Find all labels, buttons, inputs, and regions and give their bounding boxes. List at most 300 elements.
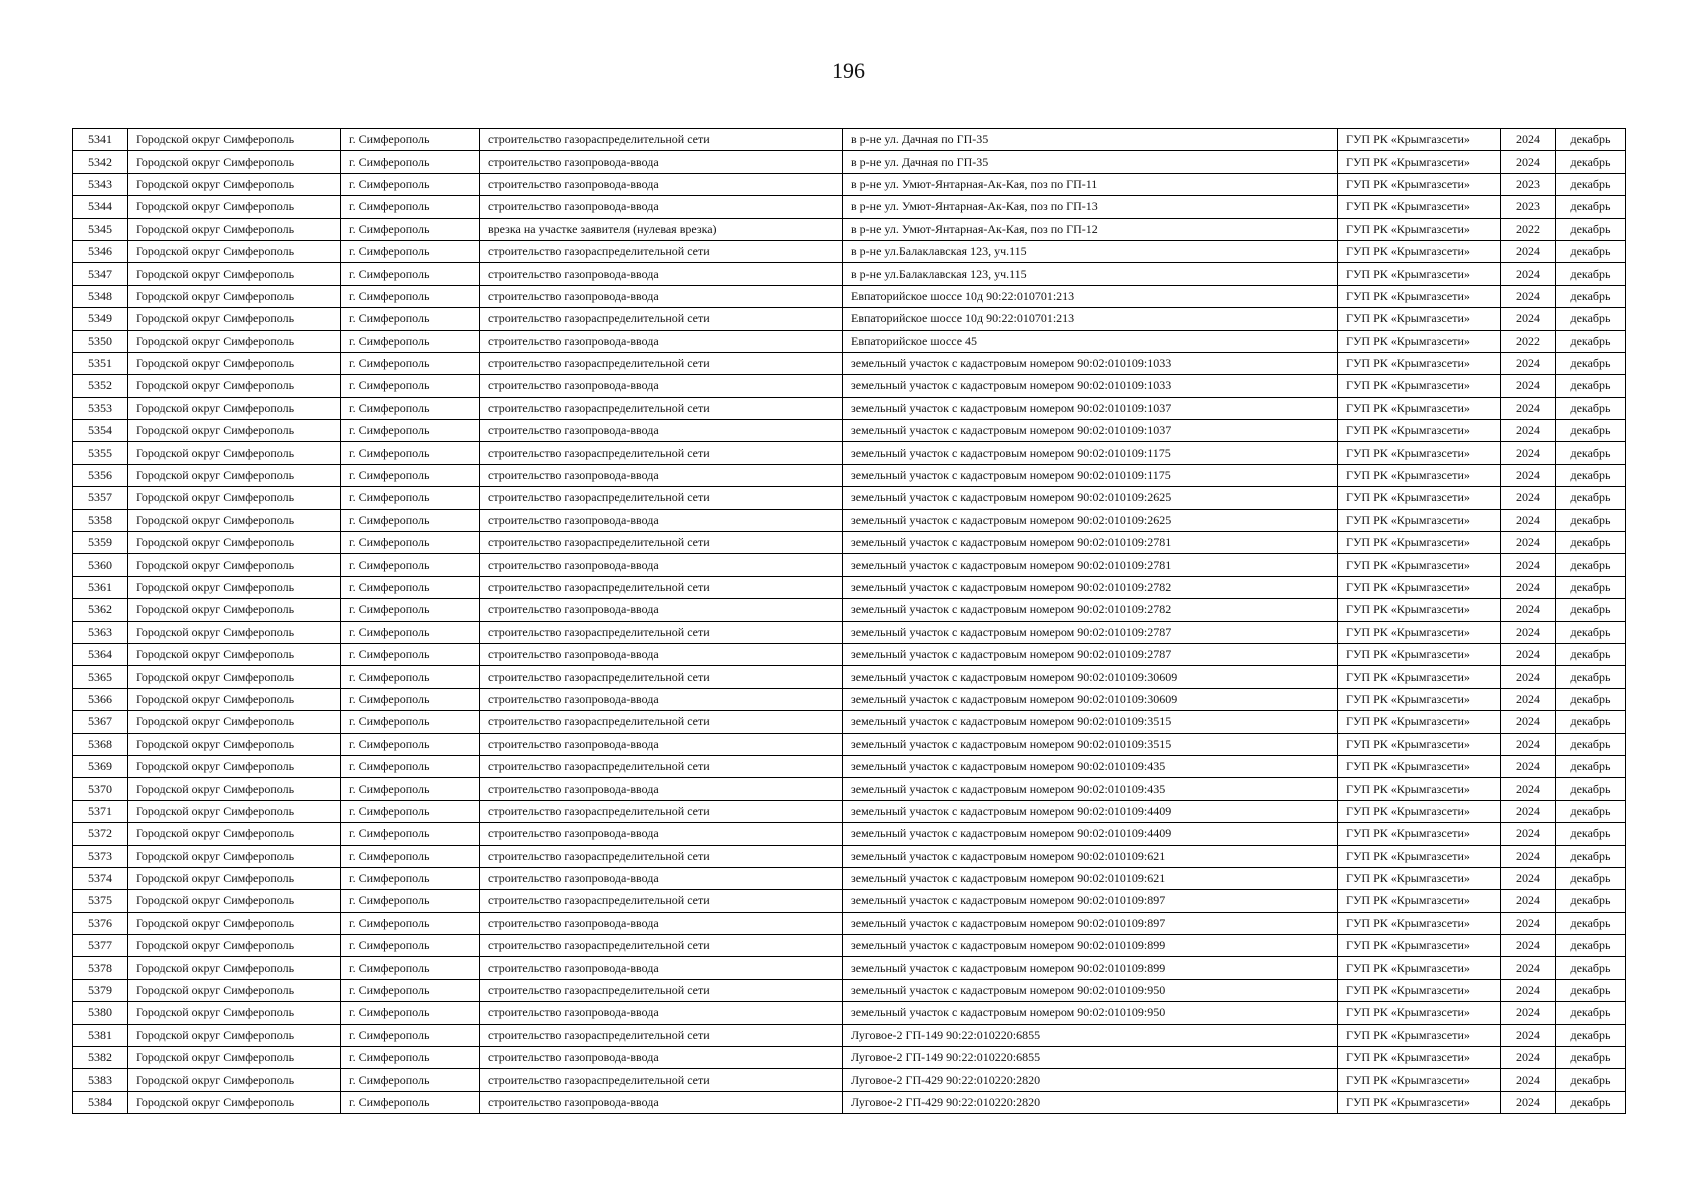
work-type-cell: строительство газораспределительной сети xyxy=(480,308,843,330)
address-cell: Евпаторийское шоссе 10д 90:22:010701:213 xyxy=(843,308,1338,330)
address-cell: земельный участок с кадастровым номером 90:02:010109:1175 xyxy=(843,442,1338,464)
district-cell: Городской округ Симферополь xyxy=(128,733,341,755)
year-cell: 2024 xyxy=(1501,375,1556,397)
district-cell: Городской округ Симферополь xyxy=(128,867,341,889)
city-cell: г. Симферополь xyxy=(341,576,480,598)
table-row xyxy=(73,173,1626,195)
city-cell: г. Симферополь xyxy=(341,599,480,621)
city-cell: г. Симферополь xyxy=(341,621,480,643)
row-number: 5353 xyxy=(73,397,128,419)
district-cell: Городской округ Симферополь xyxy=(128,487,341,509)
organization-cell: ГУП РК «Крымгазсети» xyxy=(1338,1002,1501,1024)
address-cell: земельный участок с кадастровым номером 90:02:010109:1175 xyxy=(843,464,1338,486)
district-cell: Городской округ Симферополь xyxy=(128,935,341,957)
district-cell: Городской округ Симферополь xyxy=(128,1047,341,1069)
organization-cell: ГУП РК «Крымгазсети» xyxy=(1338,912,1501,934)
row-number: 5362 xyxy=(73,599,128,621)
organization-cell: ГУП РК «Крымгазсети» xyxy=(1338,173,1501,195)
row-number: 5343 xyxy=(73,173,128,195)
month-cell: декабрь xyxy=(1556,151,1626,173)
organization-cell: ГУП РК «Крымгазсети» xyxy=(1338,935,1501,957)
city-cell: г. Симферополь xyxy=(341,1024,480,1046)
work-type-cell: строительство газораспределительной сети xyxy=(480,621,843,643)
district-cell: Городской округ Симферополь xyxy=(128,666,341,688)
row-number: 5357 xyxy=(73,487,128,509)
year-cell: 2024 xyxy=(1501,643,1556,665)
address-cell: земельный участок с кадастровым номером 90:02:010109:1033 xyxy=(843,352,1338,374)
district-cell: Городской округ Симферополь xyxy=(128,509,341,531)
month-cell: декабрь xyxy=(1556,755,1626,777)
month-cell: декабрь xyxy=(1556,240,1626,262)
row-number: 5379 xyxy=(73,979,128,1001)
year-cell: 2024 xyxy=(1501,845,1556,867)
work-type-cell: строительство газораспределительной сети xyxy=(480,890,843,912)
address-cell: Луговое-2 ГП-149 90:22:010220:6855 xyxy=(843,1024,1338,1046)
row-number: 5375 xyxy=(73,890,128,912)
row-number: 5370 xyxy=(73,778,128,800)
organization-cell: ГУП РК «Крымгазсети» xyxy=(1338,643,1501,665)
work-type-cell: строительство газопровода-ввода xyxy=(480,688,843,710)
year-cell: 2024 xyxy=(1501,912,1556,934)
month-cell: декабрь xyxy=(1556,442,1626,464)
address-cell: земельный участок с кадастровым номером 90:02:010109:899 xyxy=(843,935,1338,957)
work-type-cell: строительство газораспределительной сети xyxy=(480,129,843,151)
city-cell: г. Симферополь xyxy=(341,464,480,486)
table-body xyxy=(73,129,1626,1114)
city-cell: г. Симферополь xyxy=(341,979,480,1001)
organization-cell: ГУП РК «Крымгазсети» xyxy=(1338,240,1501,262)
city-cell: г. Симферополь xyxy=(341,442,480,464)
organization-cell: ГУП РК «Крымгазсети» xyxy=(1338,979,1501,1001)
address-cell: Евпаторийское шоссе 10д 90:22:010701:213 xyxy=(843,285,1338,307)
city-cell: г. Симферополь xyxy=(341,487,480,509)
row-number: 5348 xyxy=(73,285,128,307)
year-cell: 2024 xyxy=(1501,240,1556,262)
year-cell: 2022 xyxy=(1501,218,1556,240)
address-cell: Евпаторийское шоссе 45 xyxy=(843,330,1338,352)
city-cell: г. Симферополь xyxy=(341,957,480,979)
year-cell: 2024 xyxy=(1501,688,1556,710)
table-row xyxy=(73,666,1626,688)
work-type-cell: строительство газораспределительной сети xyxy=(480,935,843,957)
district-cell: Городской округ Симферополь xyxy=(128,599,341,621)
organization-cell: ГУП РК «Крымгазсети» xyxy=(1338,352,1501,374)
district-cell: Городской округ Симферополь xyxy=(128,755,341,777)
year-cell: 2024 xyxy=(1501,352,1556,374)
month-cell: декабрь xyxy=(1556,196,1626,218)
table-row xyxy=(73,196,1626,218)
organization-cell: ГУП РК «Крымгазсети» xyxy=(1338,218,1501,240)
district-cell: Городской округ Симферополь xyxy=(128,890,341,912)
city-cell: г. Симферополь xyxy=(341,845,480,867)
table-row xyxy=(73,957,1626,979)
work-type-cell: строительство газопровода-ввода xyxy=(480,263,843,285)
district-cell: Городской округ Симферополь xyxy=(128,129,341,151)
organization-cell: ГУП РК «Крымгазсети» xyxy=(1338,263,1501,285)
work-type-cell: строительство газопровода-ввода xyxy=(480,1047,843,1069)
organization-cell: ГУП РК «Крымгазсети» xyxy=(1338,397,1501,419)
month-cell: декабрь xyxy=(1556,218,1626,240)
month-cell: декабрь xyxy=(1556,375,1626,397)
month-cell: декабрь xyxy=(1556,487,1626,509)
table-row xyxy=(73,867,1626,889)
address-cell: земельный участок с кадастровым номером 90:02:010109:3515 xyxy=(843,733,1338,755)
organization-cell: ГУП РК «Крымгазсети» xyxy=(1338,509,1501,531)
organization-cell: ГУП РК «Крымгазсети» xyxy=(1338,733,1501,755)
address-cell: земельный участок с кадастровым номером 90:02:010109:897 xyxy=(843,912,1338,934)
table-row xyxy=(73,1047,1626,1069)
organization-cell: ГУП РК «Крымгазсети» xyxy=(1338,151,1501,173)
month-cell: декабрь xyxy=(1556,621,1626,643)
table-row xyxy=(73,711,1626,733)
month-cell: декабрь xyxy=(1556,308,1626,330)
year-cell: 2024 xyxy=(1501,778,1556,800)
row-number: 5369 xyxy=(73,755,128,777)
address-cell: земельный участок с кадастровым номером 90:02:010109:621 xyxy=(843,867,1338,889)
address-cell: земельный участок с кадастровым номером 90:02:010109:3515 xyxy=(843,711,1338,733)
month-cell: декабрь xyxy=(1556,688,1626,710)
address-cell: земельный участок с кадастровым номером 90:02:010109:30609 xyxy=(843,666,1338,688)
row-number: 5380 xyxy=(73,1002,128,1024)
work-type-cell: строительство газораспределительной сети xyxy=(480,979,843,1001)
organization-cell: ГУП РК «Крымгазсети» xyxy=(1338,1069,1501,1091)
district-cell: Городской округ Симферополь xyxy=(128,308,341,330)
month-cell: декабрь xyxy=(1556,1002,1626,1024)
city-cell: г. Симферополь xyxy=(341,375,480,397)
address-cell: земельный участок с кадастровым номером 90:02:010109:899 xyxy=(843,957,1338,979)
address-cell: в р-не ул.Балаклавская 123, уч.115 xyxy=(843,240,1338,262)
address-cell: земельный участок с кадастровым номером 90:02:010109:4409 xyxy=(843,823,1338,845)
district-cell: Городской округ Симферополь xyxy=(128,1091,341,1113)
month-cell: декабрь xyxy=(1556,129,1626,151)
table-row xyxy=(73,823,1626,845)
row-number: 5374 xyxy=(73,867,128,889)
year-cell: 2024 xyxy=(1501,509,1556,531)
district-cell: Городской округ Симферополь xyxy=(128,375,341,397)
organization-cell: ГУП РК «Крымгазсети» xyxy=(1338,621,1501,643)
row-number: 5372 xyxy=(73,823,128,845)
month-cell: декабрь xyxy=(1556,1069,1626,1091)
month-cell: декабрь xyxy=(1556,957,1626,979)
organization-cell: ГУП РК «Крымгазсети» xyxy=(1338,957,1501,979)
organization-cell: ГУП РК «Крымгазсети» xyxy=(1338,711,1501,733)
table-row xyxy=(73,912,1626,934)
year-cell: 2024 xyxy=(1501,576,1556,598)
row-number: 5352 xyxy=(73,375,128,397)
row-number: 5365 xyxy=(73,666,128,688)
table-row xyxy=(73,1091,1626,1113)
organization-cell: ГУП РК «Крымгазсети» xyxy=(1338,576,1501,598)
table-row xyxy=(73,420,1626,442)
organization-cell: ГУП РК «Крымгазсети» xyxy=(1338,420,1501,442)
district-cell: Городской округ Симферополь xyxy=(128,621,341,643)
address-cell: земельный участок с кадастровым номером 90:02:010109:435 xyxy=(843,778,1338,800)
month-cell: декабрь xyxy=(1556,330,1626,352)
table-row xyxy=(73,688,1626,710)
work-type-cell: строительство газораспределительной сети xyxy=(480,845,843,867)
address-cell: земельный участок с кадастровым номером 90:02:010109:1033 xyxy=(843,375,1338,397)
month-cell: декабрь xyxy=(1556,845,1626,867)
row-number: 5384 xyxy=(73,1091,128,1113)
district-cell: Городской округ Симферополь xyxy=(128,330,341,352)
year-cell: 2024 xyxy=(1501,733,1556,755)
row-number: 5346 xyxy=(73,240,128,262)
city-cell: г. Симферополь xyxy=(341,778,480,800)
district-cell: Городской округ Симферополь xyxy=(128,352,341,374)
row-number: 5351 xyxy=(73,352,128,374)
address-cell: в р-не ул.Балаклавская 123, уч.115 xyxy=(843,263,1338,285)
table-row xyxy=(73,442,1626,464)
organization-cell: ГУП РК «Крымгазсети» xyxy=(1338,442,1501,464)
city-cell: г. Симферополь xyxy=(341,912,480,934)
address-cell: земельный участок с кадастровым номером 90:02:010109:2782 xyxy=(843,599,1338,621)
work-type-cell: строительство газопровода-ввода xyxy=(480,823,843,845)
organization-cell: ГУП РК «Крымгазсети» xyxy=(1338,755,1501,777)
organization-cell: ГУП РК «Крымгазсети» xyxy=(1338,330,1501,352)
city-cell: г. Симферополь xyxy=(341,1002,480,1024)
row-number: 5341 xyxy=(73,129,128,151)
city-cell: г. Симферополь xyxy=(341,823,480,845)
table-row xyxy=(73,129,1626,151)
work-type-cell: строительство газопровода-ввода xyxy=(480,957,843,979)
year-cell: 2023 xyxy=(1501,173,1556,195)
address-cell: Луговое-2 ГП-149 90:22:010220:6855 xyxy=(843,1047,1338,1069)
city-cell: г. Симферополь xyxy=(341,397,480,419)
year-cell: 2024 xyxy=(1501,979,1556,1001)
city-cell: г. Симферополь xyxy=(341,1069,480,1091)
table-row xyxy=(73,532,1626,554)
table-row xyxy=(73,554,1626,576)
address-cell: земельный участок с кадастровым номером 90:02:010109:2781 xyxy=(843,554,1338,576)
work-type-cell: строительство газопровода-ввода xyxy=(480,1091,843,1113)
table-row xyxy=(73,890,1626,912)
address-cell: земельный участок с кадастровым номером 90:02:010109:435 xyxy=(843,755,1338,777)
address-cell: Луговое-2 ГП-429 90:22:010220:2820 xyxy=(843,1069,1338,1091)
year-cell: 2024 xyxy=(1501,532,1556,554)
row-number: 5381 xyxy=(73,1024,128,1046)
month-cell: декабрь xyxy=(1556,352,1626,374)
district-cell: Городской округ Симферополь xyxy=(128,845,341,867)
table-row xyxy=(73,1069,1626,1091)
work-type-cell: строительство газопровода-ввода xyxy=(480,509,843,531)
row-number: 5347 xyxy=(73,263,128,285)
work-type-cell: строительство газопровода-ввода xyxy=(480,420,843,442)
district-cell: Городской округ Симферополь xyxy=(128,173,341,195)
table-row xyxy=(73,330,1626,352)
year-cell: 2024 xyxy=(1501,308,1556,330)
work-type-cell: строительство газопровода-ввода xyxy=(480,151,843,173)
year-cell: 2023 xyxy=(1501,196,1556,218)
city-cell: г. Симферополь xyxy=(341,352,480,374)
work-type-cell: строительство газораспределительной сети xyxy=(480,240,843,262)
year-cell: 2024 xyxy=(1501,487,1556,509)
work-type-cell: строительство газораспределительной сети xyxy=(480,755,843,777)
city-cell: г. Симферополь xyxy=(341,666,480,688)
city-cell: г. Симферополь xyxy=(341,173,480,195)
work-type-cell: строительство газораспределительной сети xyxy=(480,442,843,464)
year-cell: 2024 xyxy=(1501,621,1556,643)
year-cell: 2024 xyxy=(1501,1047,1556,1069)
table-row xyxy=(73,733,1626,755)
district-cell: Городской округ Симферополь xyxy=(128,196,341,218)
page-number: 196 xyxy=(832,58,865,83)
address-cell: в р-не ул. Умют-Янтарная-Ак-Кая, поз по ГП-13 xyxy=(843,196,1338,218)
district-cell: Городской округ Симферополь xyxy=(128,823,341,845)
district-cell: Городской округ Симферополь xyxy=(128,218,341,240)
address-cell: земельный участок с кадастровым номером 90:02:010109:30609 xyxy=(843,688,1338,710)
row-number: 5366 xyxy=(73,688,128,710)
row-number: 5383 xyxy=(73,1069,128,1091)
work-type-cell: строительство газораспределительной сети xyxy=(480,800,843,822)
table-row xyxy=(73,845,1626,867)
city-cell: г. Симферополь xyxy=(341,420,480,442)
address-cell: земельный участок с кадастровым номером 90:02:010109:950 xyxy=(843,979,1338,1001)
row-number: 5355 xyxy=(73,442,128,464)
year-cell: 2024 xyxy=(1501,1069,1556,1091)
month-cell: декабрь xyxy=(1556,464,1626,486)
month-cell: декабрь xyxy=(1556,867,1626,889)
year-cell: 2024 xyxy=(1501,711,1556,733)
year-cell: 2024 xyxy=(1501,151,1556,173)
work-type-cell: строительство газораспределительной сети xyxy=(480,397,843,419)
district-cell: Городской округ Симферополь xyxy=(128,979,341,1001)
work-type-cell: строительство газопровода-ввода xyxy=(480,173,843,195)
city-cell: г. Симферополь xyxy=(341,285,480,307)
work-type-cell: строительство газораспределительной сети xyxy=(480,1069,843,1091)
district-cell: Городской округ Симферополь xyxy=(128,576,341,598)
month-cell: декабрь xyxy=(1556,509,1626,531)
district-cell: Городской округ Симферополь xyxy=(128,957,341,979)
city-cell: г. Симферополь xyxy=(341,196,480,218)
year-cell: 2024 xyxy=(1501,599,1556,621)
row-number: 5354 xyxy=(73,420,128,442)
city-cell: г. Симферополь xyxy=(341,218,480,240)
month-cell: декабрь xyxy=(1556,666,1626,688)
city-cell: г. Симферополь xyxy=(341,532,480,554)
work-type-cell: строительство газораспределительной сети xyxy=(480,532,843,554)
district-cell: Городской округ Симферополь xyxy=(128,464,341,486)
row-number: 5367 xyxy=(73,711,128,733)
row-number: 5368 xyxy=(73,733,128,755)
district-cell: Городской округ Симферополь xyxy=(128,263,341,285)
row-number: 5360 xyxy=(73,554,128,576)
address-cell: земельный участок с кадастровым номером 90:02:010109:2787 xyxy=(843,643,1338,665)
work-type-cell: строительство газопровода-ввода xyxy=(480,196,843,218)
address-cell: Луговое-2 ГП-429 90:22:010220:2820 xyxy=(843,1091,1338,1113)
month-cell: декабрь xyxy=(1556,397,1626,419)
work-type-cell: строительство газопровода-ввода xyxy=(480,330,843,352)
city-cell: г. Симферополь xyxy=(341,1047,480,1069)
month-cell: декабрь xyxy=(1556,420,1626,442)
month-cell: декабрь xyxy=(1556,576,1626,598)
year-cell: 2024 xyxy=(1501,755,1556,777)
work-type-cell: строительство газопровода-ввода xyxy=(480,1002,843,1024)
address-cell: земельный участок с кадастровым номером 90:02:010109:1037 xyxy=(843,397,1338,419)
month-cell: декабрь xyxy=(1556,643,1626,665)
year-cell: 2024 xyxy=(1501,823,1556,845)
city-cell: г. Симферополь xyxy=(341,129,480,151)
month-cell: декабрь xyxy=(1556,800,1626,822)
organization-cell: ГУП РК «Крымгазсети» xyxy=(1338,375,1501,397)
month-cell: декабрь xyxy=(1556,778,1626,800)
city-cell: г. Симферополь xyxy=(341,800,480,822)
city-cell: г. Симферополь xyxy=(341,755,480,777)
table-row xyxy=(73,576,1626,598)
address-cell: земельный участок с кадастровым номером 90:02:010109:4409 xyxy=(843,800,1338,822)
table-row xyxy=(73,1002,1626,1024)
organization-cell: ГУП РК «Крымгазсети» xyxy=(1338,1091,1501,1113)
month-cell: декабрь xyxy=(1556,823,1626,845)
month-cell: декабрь xyxy=(1556,711,1626,733)
month-cell: декабрь xyxy=(1556,979,1626,1001)
table-row xyxy=(73,151,1626,173)
month-cell: декабрь xyxy=(1556,285,1626,307)
district-cell: Городской округ Симферополь xyxy=(128,532,341,554)
city-cell: г. Симферополь xyxy=(341,554,480,576)
organization-cell: ГУП РК «Крымгазсети» xyxy=(1338,308,1501,330)
year-cell: 2024 xyxy=(1501,890,1556,912)
organization-cell: ГУП РК «Крымгазсети» xyxy=(1338,599,1501,621)
district-cell: Городской округ Симферополь xyxy=(128,151,341,173)
work-type-cell: строительство газопровода-ввода xyxy=(480,599,843,621)
year-cell: 2024 xyxy=(1501,263,1556,285)
district-cell: Городской округ Симферополь xyxy=(128,643,341,665)
city-cell: г. Симферополь xyxy=(341,240,480,262)
address-cell: в р-не ул. Умют-Янтарная-Ак-Кая, поз по ГП-12 xyxy=(843,218,1338,240)
table-row xyxy=(73,285,1626,307)
district-cell: Городской округ Симферополь xyxy=(128,285,341,307)
city-cell: г. Симферополь xyxy=(341,509,480,531)
city-cell: г. Симферополь xyxy=(341,867,480,889)
work-type-cell: строительство газораспределительной сети xyxy=(480,666,843,688)
year-cell: 2024 xyxy=(1501,1002,1556,1024)
row-number: 5361 xyxy=(73,576,128,598)
year-cell: 2024 xyxy=(1501,442,1556,464)
month-cell: декабрь xyxy=(1556,599,1626,621)
organization-cell: ГУП РК «Крымгазсети» xyxy=(1338,1047,1501,1069)
table-row xyxy=(73,935,1626,957)
registry-table xyxy=(72,128,1626,1114)
row-number: 5350 xyxy=(73,330,128,352)
district-cell: Городской округ Симферополь xyxy=(128,1069,341,1091)
month-cell: декабрь xyxy=(1556,554,1626,576)
row-number: 5345 xyxy=(73,218,128,240)
address-cell: земельный участок с кадастровым номером 90:02:010109:897 xyxy=(843,890,1338,912)
table-row xyxy=(73,464,1626,486)
work-type-cell: строительство газораспределительной сети xyxy=(480,487,843,509)
month-cell: декабрь xyxy=(1556,532,1626,554)
row-number: 5358 xyxy=(73,509,128,531)
city-cell: г. Симферополь xyxy=(341,643,480,665)
table-row xyxy=(73,621,1626,643)
address-cell: земельный участок с кадастровым номером 90:02:010109:2625 xyxy=(843,509,1338,531)
address-cell: земельный участок с кадастровым номером 90:02:010109:2781 xyxy=(843,532,1338,554)
month-cell: декабрь xyxy=(1556,1047,1626,1069)
month-cell: декабрь xyxy=(1556,733,1626,755)
organization-cell: ГУП РК «Крымгазсети» xyxy=(1338,890,1501,912)
work-type-cell: строительство газораспределительной сети xyxy=(480,576,843,598)
district-cell: Городской округ Симферополь xyxy=(128,688,341,710)
organization-cell: ГУП РК «Крымгазсети» xyxy=(1338,688,1501,710)
organization-cell: ГУП РК «Крымгазсети» xyxy=(1338,845,1501,867)
work-type-cell: строительство газопровода-ввода xyxy=(480,778,843,800)
year-cell: 2024 xyxy=(1501,957,1556,979)
row-number: 5371 xyxy=(73,800,128,822)
city-cell: г. Симферополь xyxy=(341,890,480,912)
city-cell: г. Симферополь xyxy=(341,1091,480,1113)
table-row xyxy=(73,1024,1626,1046)
work-type-cell: строительство газопровода-ввода xyxy=(480,464,843,486)
